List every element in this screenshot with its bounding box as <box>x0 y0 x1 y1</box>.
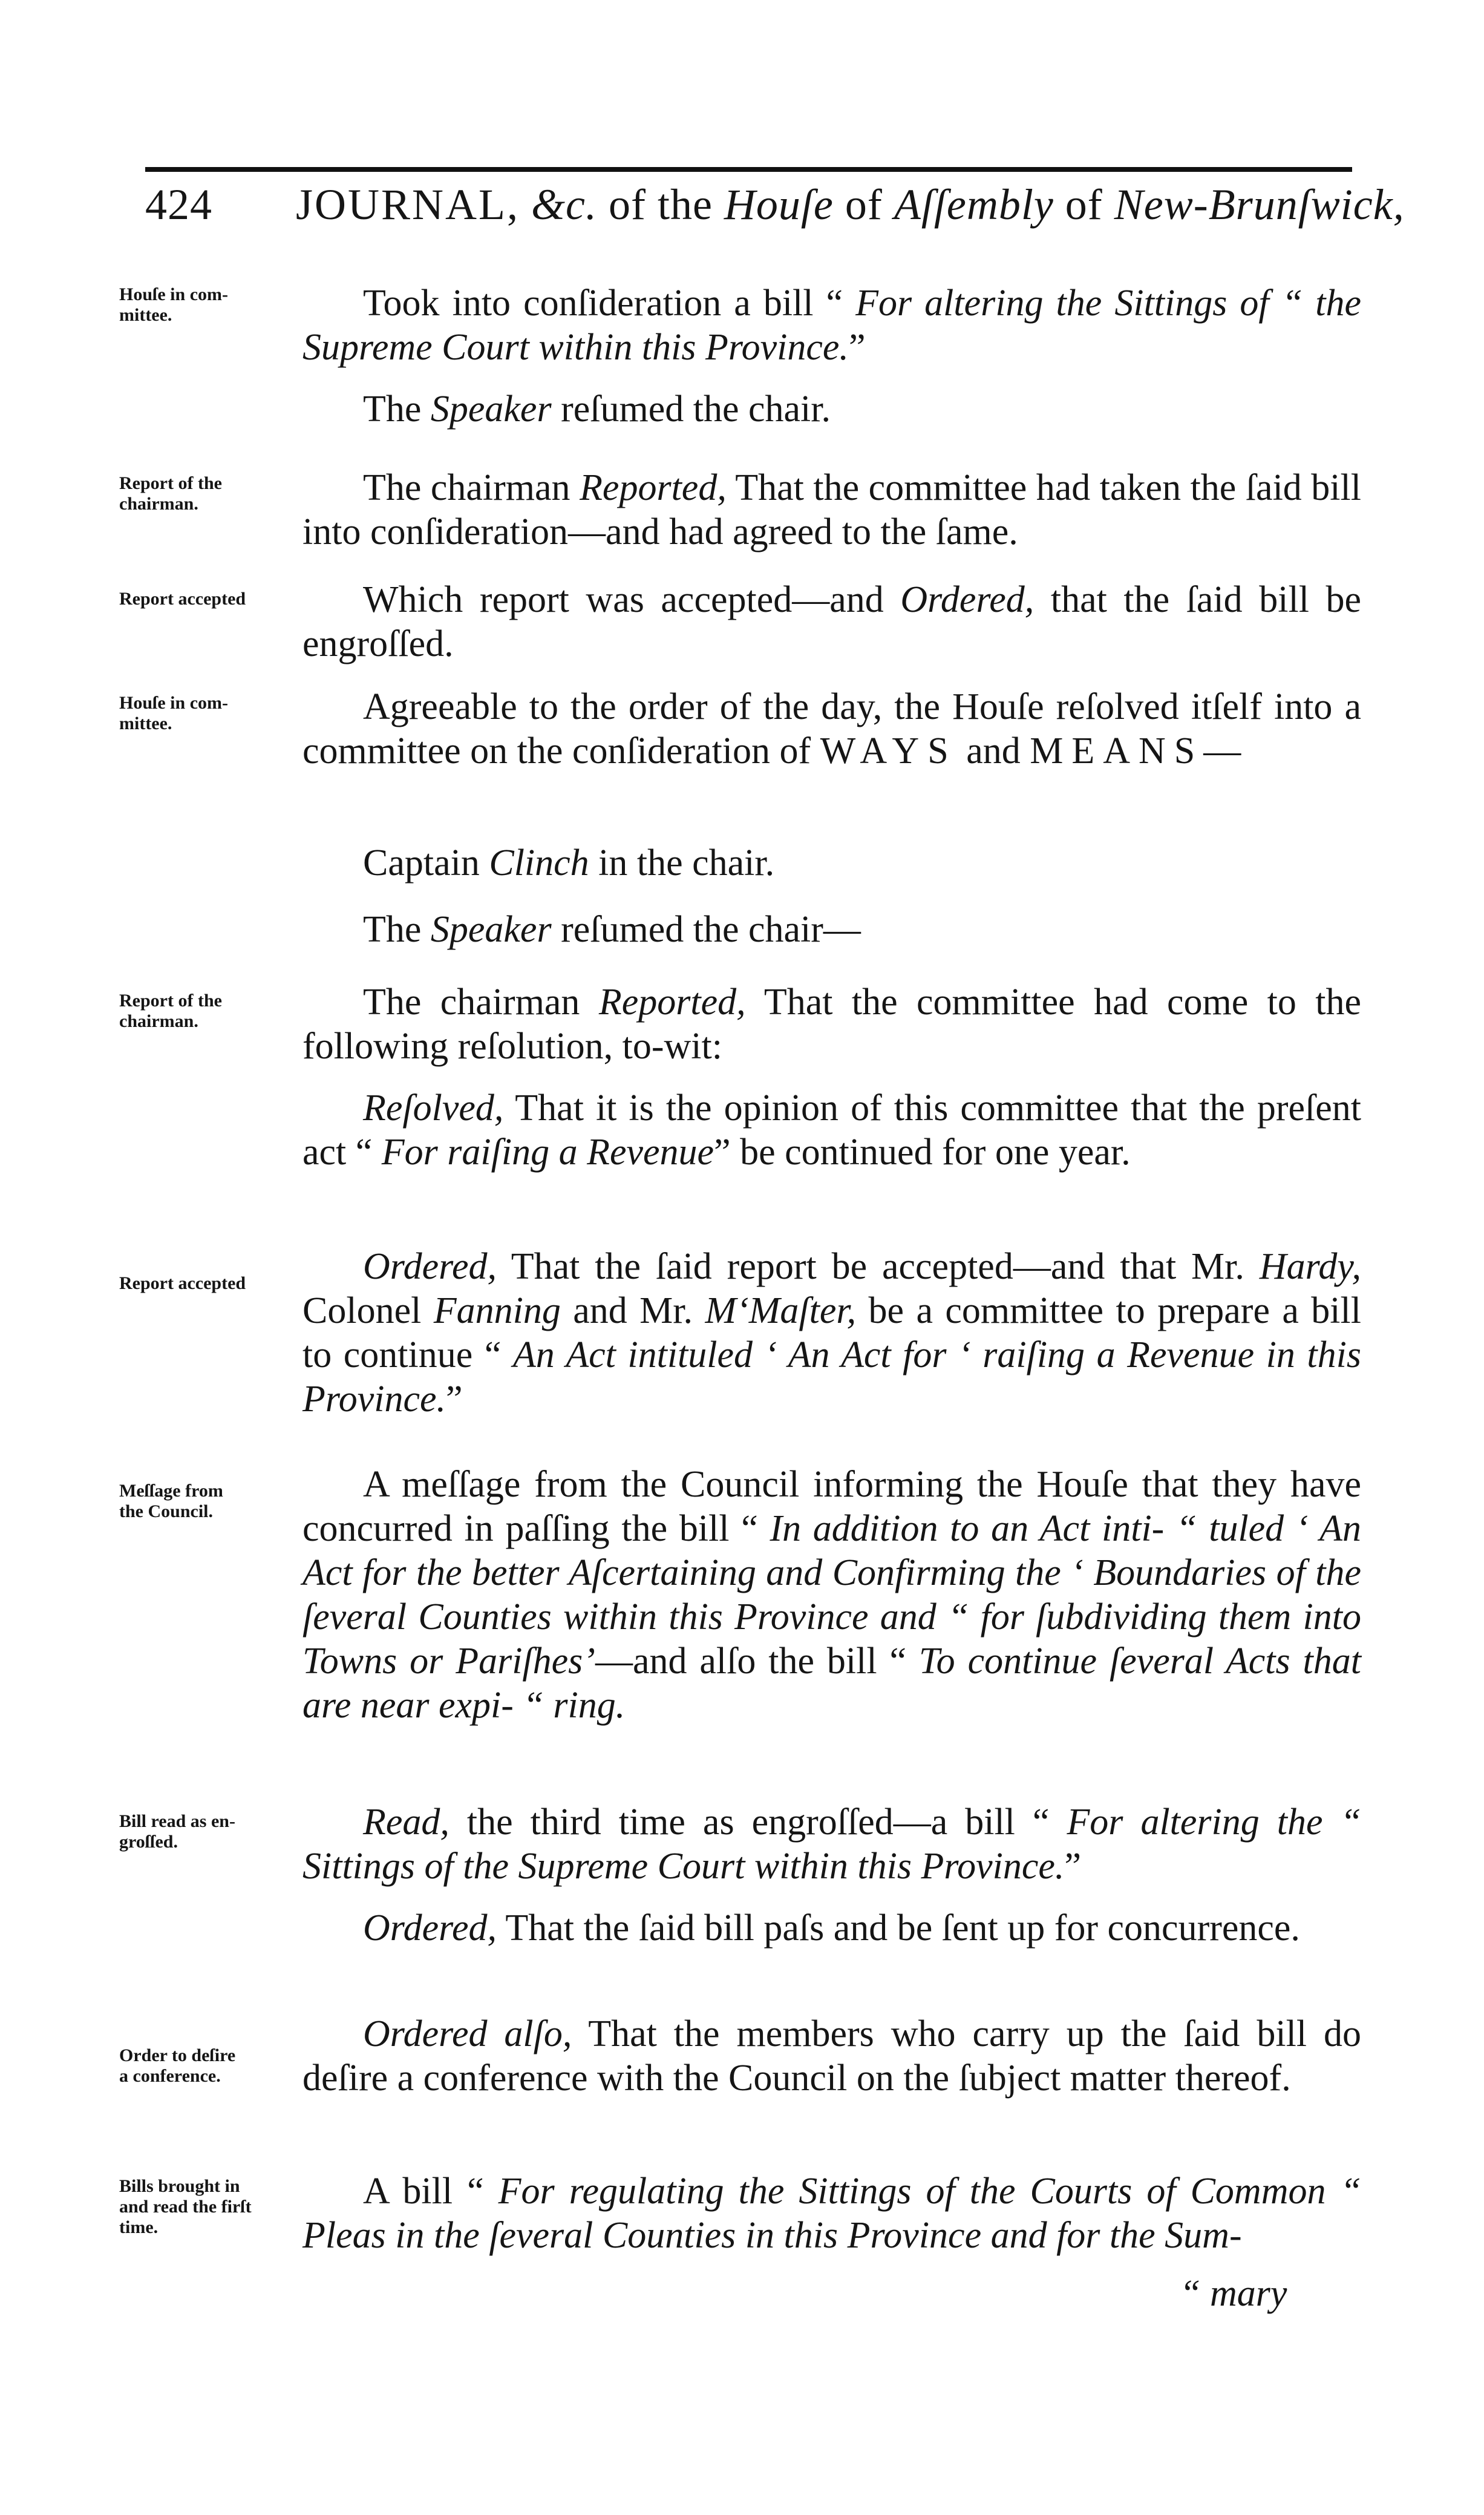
header-province: New-Brunſwick, <box>1114 180 1405 229</box>
header-rule <box>145 167 1352 172</box>
margin-note-report-of-chairman-2: Report of the chairman. <box>119 991 222 1031</box>
catchword: “ mary <box>1180 2273 1287 2314</box>
header-house: Houſe <box>724 180 834 229</box>
paragraph-speaker-resumed: The Speaker reſumed the chair. <box>363 389 831 430</box>
margin-note-order-conference: Order to deſire a conference. <box>119 2045 236 2086</box>
header-assembly: Aſſembly <box>894 180 1054 229</box>
paragraph-message-from-council: A meſſage from the Council informing the Houſe that they have concurred in paſſing the bill “ In addition to an Act inti- “ tuled ‘ An Act for the better Aſcertaining and Confirming the ‘ Boundaries of the ſeveral Counties within this Province and “ for ſubdividing them into Towns or Pariſhes’—and alſo the bill “ To continue ſeveral Acts that are near expi- “ ring. <box>302 1464 1361 1726</box>
paragraph-ordered-also: Ordered alſo, That the members who carry up the ſaid bill do deſire a conference with the Council on the ſubject matter thereof. <box>302 2013 1362 2099</box>
margin-note-house-in-committee-2: Houſe in com- mittee. <box>119 693 228 733</box>
margin-note-report-accepted-2: Report accepted <box>119 1273 246 1293</box>
paragraph-bill-common-pleas: A bill “ For regulating the Sittings of the Courts of Common “ Pleas in the ſeveral Counties in this Province and for the Sum- <box>302 2171 1361 2256</box>
paragraph-ordered-pass: Ordered, That the ſaid bill paſs and be ſent up for concurrence. <box>363 1907 1300 1949</box>
margin-note-report-of-chairman: Report of the chairman. <box>119 473 222 514</box>
margin-note-bill-read-engrossed: Bill read as en- groſſed. <box>119 1811 235 1852</box>
paragraph-captain-clinch: Captain Clinch in the chair. <box>363 842 775 884</box>
paragraph-report-accepted: Which report was accepted—and Ordered, that the ſaid bill be engroſſed. <box>302 579 1361 664</box>
paragraph-resolved: Reſolved, That it is the opinion of this committee that the preſent act “ For raiſing a Revenue” be continued for one year. <box>302 1087 1361 1173</box>
paragraph-ways-and-means: Agreeable to the order of the day, the Houſe reſolved itſelf into a committee on the conſideration of WAYS and MEANS— <box>302 686 1361 772</box>
margin-note-report-accepted: Report accepted <box>119 589 246 609</box>
margin-note-house-in-committee: Houſe in com- mittee. <box>119 284 228 325</box>
header-of-2: of <box>1065 180 1103 229</box>
margin-note-message-from-council: Meſſage from the Council. <box>119 1481 223 1521</box>
page-number: 424 <box>145 180 212 229</box>
header-title: JOURNAL, <box>296 180 520 229</box>
paragraph-chairman-reported: The chairman Reported, That the committee had taken the ſaid bill into conſideration—and had agreed to the ſame. <box>302 467 1361 553</box>
page-header <box>145 174 1405 235</box>
margin-note-bills-brought-in: Bills brought in and read the firſt time. <box>119 2176 252 2237</box>
paragraph-ordered-committee: Ordered, That the ſaid report be accepted—and that Mr. Hardy, Colonel Fanning and Mr. M‘Maſter, be a committee to prepare a bill to continue “ An Act intituled ‘ An Act for ‘ raiſing a Revenue in this Province.” <box>302 1246 1362 1420</box>
header-etc: &c. <box>531 180 597 229</box>
paragraph-took-consideration: Took into conſideration a bill “ For altering the Sittings of “ the Supreme Court within this Province.” <box>302 283 1362 368</box>
paragraph-chairman-reported-2: The chairman Reported, That the committee had come to the following reſolution, to-wit: <box>302 982 1361 1067</box>
paragraph-speaker-resumed-2: The Speaker reſumed the chair— <box>363 909 861 950</box>
header-of: of <box>845 180 883 229</box>
paragraph-read-third-time: Read, the third time as engroſſed—a bill “ For altering the “ Sittings of the Supreme Court within this Province.” <box>302 1802 1361 1887</box>
header-of-the: of the <box>608 180 713 229</box>
